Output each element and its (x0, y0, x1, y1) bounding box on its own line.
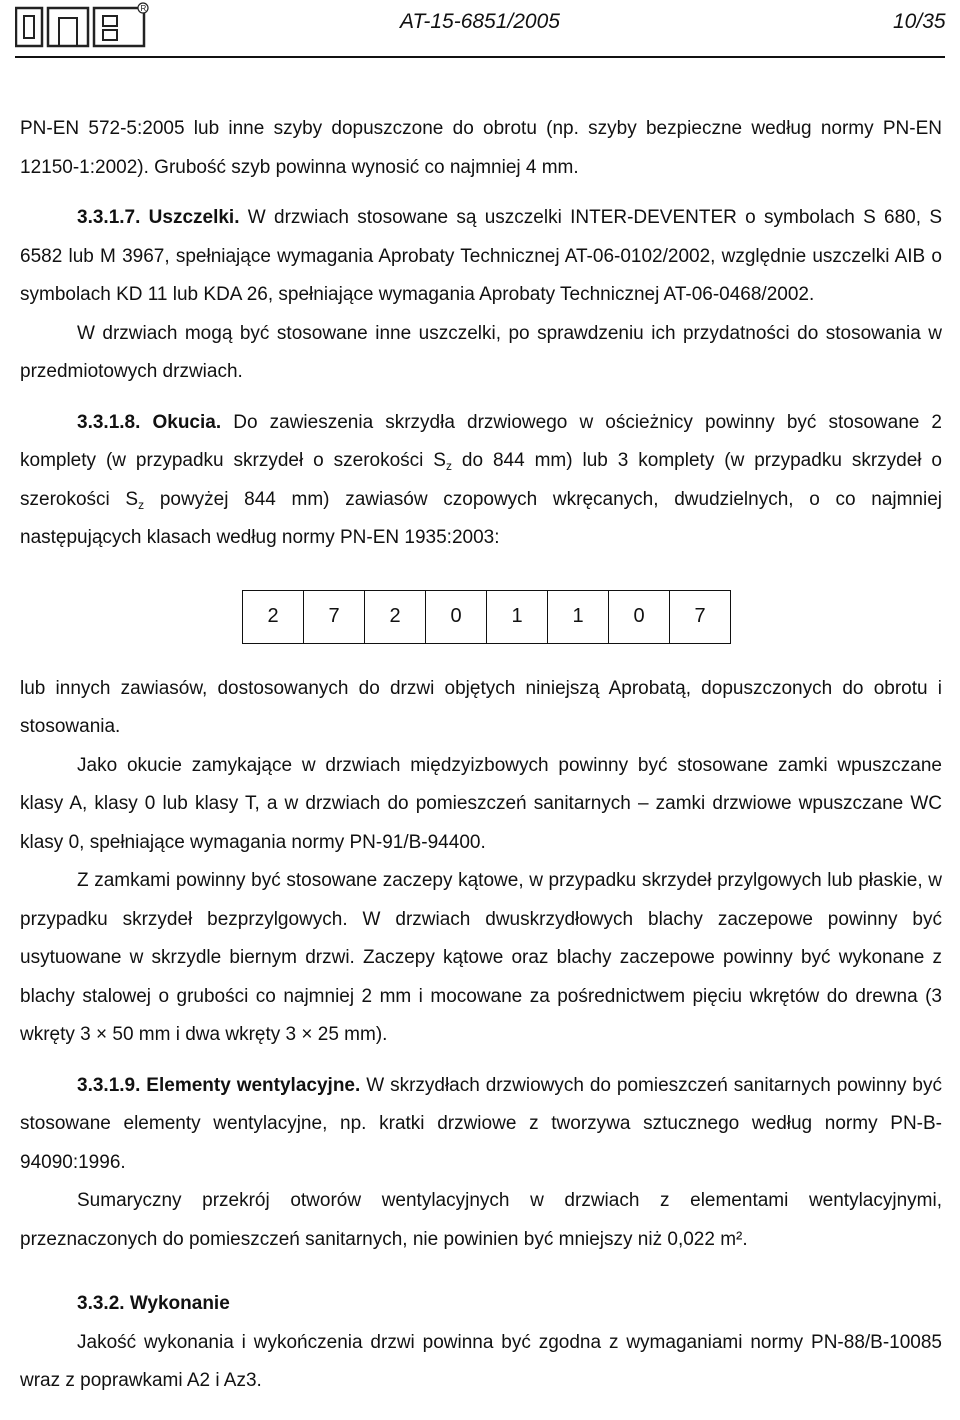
hinge-class-table (242, 590, 731, 644)
header-rule (15, 56, 945, 58)
section-heading: 3.3.2. Wykonanie (77, 1293, 230, 1314)
svg-text:R: R (140, 4, 147, 13)
class-digit: 1 (548, 590, 609, 643)
section-3319 (20, 1067, 942, 1183)
paragraph-seals-other: W drzwiach mogą być stosowane inne uszczelki, po sprawdzeniu ich przydatności do stosowania w przedmiotowych drzwiach. (20, 322, 942, 382)
class-digit: 0 (426, 590, 487, 643)
section-3317 (20, 199, 942, 315)
document-body (20, 110, 942, 1401)
class-digit: 0 (609, 590, 670, 643)
page-number: 10/35 (893, 10, 946, 33)
paragraph-locks: Jako okucie zamykające w drzwiach międzyizbowych powinny być stosowane zamki wpuszczane klasy A, klasy 0 lub klasy T, a w drzwiach do pomieszczeń sanitarnych – zamki drzwiowe wpuszczane WC klasy 0, spełniające wymagania normy PN-91/B-94400. (20, 754, 942, 853)
paragraph-strikes: Z zamkami powinny być stosowane zaczepy kątowe, w przypadku skrzydeł przylgowych lub płaskie, w przypadku skrzydeł bezprzylgowych. W drzwiach dwuskrzydłowych blachy zaczepowe powinny być usytuowane w skrzydle biernym drzwi. Zaczepy kątowe oraz blachy zaczepowe powinny być wykonane z blachy stalowej o grubości co najmniej 2 mm i mocowane za pośrednictwem pięciu wkrętów do drewna (3 wkręty 3 × 50 mm i dwa wkręty 3 × 25 mm). (20, 870, 942, 1045)
section-332 (20, 1285, 942, 1324)
class-digit: 1 (487, 590, 548, 643)
section-heading: 3.3.1.8. Okucia. (77, 411, 222, 433)
paragraph-ventilation-area: Sumaryczny przekrój otworów wentylacyjnych w drzwiach z elementami wentylacyjnymi, przeznaczonych do pomieszczeń sanitarnych, nie powinien być mniejszy niż 0,022 m². (20, 1190, 942, 1250)
class-digit: 2 (365, 590, 426, 643)
paragraph-other-hinges: lub innych zawiasów, dostosowanych do drzwi objętych niniejszą Aprobatą, dopuszczonych do obrotu i stosowania. (20, 677, 942, 737)
page-header (0, 0, 960, 66)
paragraph-glass: PN-EN 572-5:2005 lub inne szyby dopuszczone do obrotu (np. szyby bezpieczne według normy PN-EN 12150-1:2002). Grubość szyb powinna wynosić co najmniej 4 mm. (20, 118, 942, 178)
class-digit: 2 (243, 590, 304, 643)
itb-logo-icon (15, 2, 150, 48)
paragraph-text: W drzwiach stosowane są uszczelki INTER-DEVENTER o symbolach S 680, S 6582 lub M 3967, spełniające wymagania Aprobaty Technicznej AT-06-0102/2002, względnie uszczelki AIB o symbolach KD 11 lub KDA 26, spełniające wymagania Aprobaty Technicznej AT-06-0468/2002. (20, 207, 942, 305)
section-heading: 3.3.1.9. Elementy wentylacyjne. (77, 1074, 361, 1096)
paragraph-text: W skrzydłach drzwiowych do pomieszczeń sanitarnych powinny być stosowane elementy wentylacyjne, np. kratki drzwiowe z tworzywa sztucznego według normy PN-B-94090:1996. (20, 1074, 943, 1173)
section-heading: 3.3.1.7. Uszczelki. (77, 207, 240, 228)
paragraph-execution: Jakość wykonania i wykończenia drzwi powinna być zgodna z wymaganiami normy PN-88/B-10085 wraz z poprawkami A2 i Az3. (20, 1331, 942, 1391)
document-number: AT-15-6851/2005 (400, 10, 560, 33)
class-digit: 7 (304, 590, 365, 643)
class-digit: 7 (670, 590, 731, 643)
section-3318: 3.3.1.8. Okucia. Do zawieszenia skrzydła drzwiowego w ościeżnicy powinny być stosowane 2 komplety (w przypadku skrzydeł o szerokości $S_z$ do 844 mm) lub 3 komplety (w przypadku skrzydeł o szerokości $S_z$ powyżej 844 mm) zawiasów czopowych wkręcanych, dwudzielnych, o co najmniej następujących klasach według normy PN-EN 1935:2003: (20, 411, 943, 548)
